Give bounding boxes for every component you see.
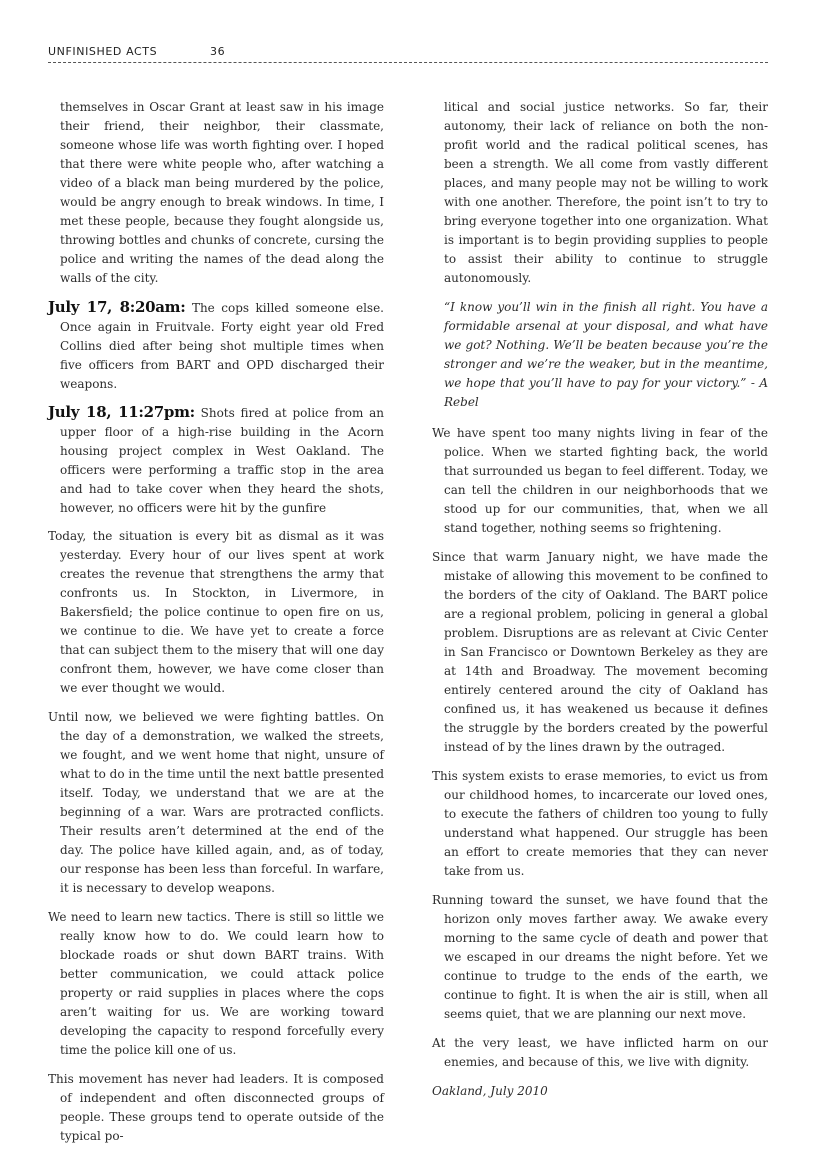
timeline-entry [48, 403, 384, 518]
continued-paragraph: litical and social justice networks. So far, their autonomy, their lack of reliance on both the non-profit world and the radical political scenes, has been a strength. We all come from vastly different places, and many people may not be willing to work with one another. Therefore, the point isn’t to try to bring everyone together into one organization. What is important is to begin providing supplies to people to assist their ability to continue to struggle autonomously. [444, 100, 768, 285]
body-paragraph: Today, the situation is every bit as dismal as it was yesterday. Every hour of our lives spent at work creates the revenue that strengthens the army that confronts us. In Stockton, in Livermore, in Bakersfield; the police continue to open fire on us, we continue to die. We have yet to create a force that can subject them to the misery that will one day confront them, however, we have come closer than we ever thought we would. [48, 529, 384, 695]
signoff: Oakland, July 2010 [432, 1084, 548, 1098]
left-column [48, 98, 384, 1156]
continued-paragraph: themselves in Oscar Grant at least saw in his image their friend, their neighbor, their classmate, someone whose life was worth fighting over. I hoped that there were white people who, after watching a video of a black man being murdered by the police, would be angry enough to break windows. In time, I met these people, because they fought alongside us, throwing bottles and chunks of concrete, cursing the police and writing the names of the dead along the walls of the city. [60, 100, 384, 285]
body-paragraph: Running toward the sunset, we have found that the horizon only moves farther away. We awake every morning to the same cycle of death and power that we escaped in our dreams the night before. Yet we continue to trudge to the ends of the earth, we continue to fight. It is when the air is still, when all seems quiet, that we are planning our next move. [432, 893, 768, 1021]
body-paragraph: This movement has never had leaders. It is composed of independent and often disconnected groups of people. These groups tend to operate outside of the typical po- [48, 1072, 384, 1143]
page-number: 36 [210, 45, 226, 58]
timeline-entry [48, 298, 384, 394]
right-column [432, 98, 768, 1101]
block-quote: “I know you’ll win in the finish all right. You have a formidable arsenal at your disposal, and what have we got? Nothing. We’ll be beaten because you’re the stronger and we’re the weaker, but in the meantime, we hope that you’ll have to pay for your victory.” - A Rebel [444, 300, 768, 409]
body-paragraph: We have spent too many nights living in fear of the police. When we started fighting back, the world that surrounded us began to feel different. Today, we can tell the children in our neighborhoods that we stood up for our communities, that, when we all stand together, nothing seems so frightening. [432, 426, 768, 535]
header-divider [48, 62, 768, 63]
entry-date: July 17, 8:20am: [48, 298, 186, 316]
body-paragraph: This system exists to erase memories, to evict us from our childhood homes, to incarcerate our loved ones, to execute the fathers of children too young to fully understand what happened. Our struggle has been an effort to create memories that they can never take from us. [432, 769, 768, 878]
body-paragraph: Until now, we believed we were fighting battles. On the day of a demonstration, we walked the streets, we fought, and we went home that night, unsure of what to do in the time until the next battle presented itself. Today, we understand that we are at the beginning of a war. Wars are protracted conflicts. Their results aren’t determined at the end of the day. The police have killed again, and, as of today, our response has been less than forceful. In warfare, it is necessary to develop weapons. [48, 710, 384, 895]
book-title: UNFINISHED ACTS [48, 45, 158, 58]
body-paragraph: At the very least, we have inflicted harm on our enemies, and because of this, we live with dignity. [432, 1036, 768, 1069]
entry-date: July 18, 11:27pm: [48, 403, 195, 421]
body-paragraph: We need to learn new tactics. There is still so little we really know how to do. We could learn how to blockade roads or shut down BART trains. With better communication, we could attack police property or raid supplies in places where the cops aren’t waiting for us. We are working toward developing the capacity to respond forcefully every time the police kill one of us. [48, 910, 384, 1057]
entry-text: Shots fired at police from an upper floor of a high-rise building in the Acorn housing project complex in West Oakland. The officers were performing a traffic stop in the area and had to take cover when they heard the shots, however, no officers were hit by the gunfire [60, 406, 385, 515]
entry-text: The cops killed someone else. Once again in Fruitvale. Forty eight year old Fred Collins died after being shot multiple times when five officers from BART and OPD discharged their weapons. [60, 301, 384, 391]
body-paragraph: Since that warm January night, we have made the mistake of allowing this movement to be confined to the borders of the city of Oakland. The BART police are a regional problem, policing in general a global problem. Disruptions are as relevant at Civic Center in San Francisco or Downtown Berkeley as they are at 14th and Broadway. The movement becoming entirely centered around the city of Oakland has confined us, it has weakened us because it defines the struggle by the borders created by the powerful instead of by the lines drawn by the outraged. [432, 550, 768, 754]
